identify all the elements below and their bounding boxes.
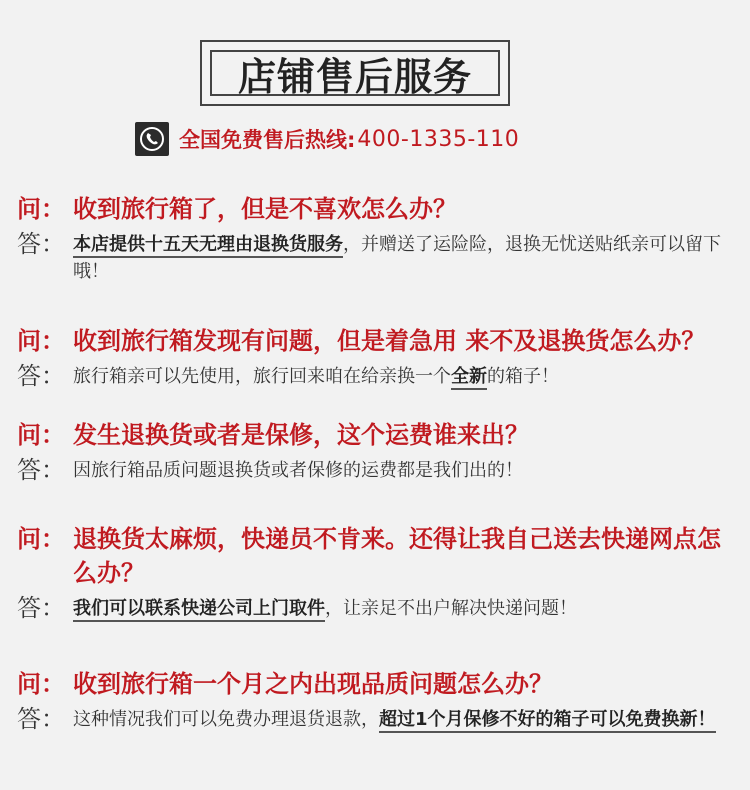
answer-tag: 答： xyxy=(17,230,65,258)
answer-text: 因旅行箱品质问题退换货或者保修的运费都是我们出的！ xyxy=(73,460,523,481)
answer-text xyxy=(73,703,716,733)
answer-pre: 旅行箱亲可以先使用，旅行回来咱在给亲换一个 xyxy=(73,366,451,387)
question-text: 发生退换货或者是保修，这个运费谁来出？ xyxy=(73,421,529,449)
answer-rest: ，让亲足不出户解决快递问题！ xyxy=(325,598,577,619)
answer-tag: 答： xyxy=(17,594,65,622)
answer-highlight: 超过1个月保修不好的箱子可以免费换新！ xyxy=(379,709,716,733)
hotline-label: 全国免费售后热线: xyxy=(179,128,356,152)
question-text: 收到旅行箱发现有问题，但是着急用 来不及退换货怎么办？ xyxy=(73,327,706,355)
answer-highlight: 我们可以联系快递公司上门取件 xyxy=(73,598,325,622)
faq-item xyxy=(17,522,735,624)
answer-rest: ，并赠送了运险险，退换无忧送贴纸亲可以留下哦！ xyxy=(73,234,721,282)
question-text: 退换货太麻烦，快递员不肯来。还得让我自己送去快递网点怎么办？ xyxy=(73,525,721,587)
question-tag: 问： xyxy=(17,670,65,698)
answer-post: 的箱子！ xyxy=(487,366,559,387)
answer-tag: 答： xyxy=(17,362,65,390)
hotline-number: 400-1335-110 xyxy=(357,126,520,152)
faq-item xyxy=(17,192,735,285)
answer-highlight: 全新 xyxy=(451,366,487,390)
question-tag: 问： xyxy=(17,195,65,223)
hotline-bar xyxy=(135,122,519,156)
title-frame xyxy=(200,40,510,106)
faq-item xyxy=(17,667,735,735)
answer-highlight: 本店提供十五天无理由退换货服务 xyxy=(73,234,343,258)
question-text: 收到旅行箱了，但是不喜欢怎么办？ xyxy=(73,195,457,223)
page-title: 店铺售后服务 xyxy=(210,50,500,96)
answer-text xyxy=(73,360,559,390)
question-tag: 问： xyxy=(17,327,65,355)
answer-tag: 答： xyxy=(17,705,65,733)
phone-icon xyxy=(135,122,169,156)
faq-item xyxy=(17,324,735,392)
question-text: 收到旅行箱一个月之内出现品质问题怎么办？ xyxy=(73,670,553,698)
question-tag: 问： xyxy=(17,421,65,449)
answer-text xyxy=(73,228,735,285)
answer-text xyxy=(73,592,577,622)
faq-item xyxy=(17,418,735,486)
answer-pre: 这种情况我们可以免费办理退货退款， xyxy=(73,709,379,730)
answer-tag: 答： xyxy=(17,456,65,484)
question-tag: 问： xyxy=(17,525,65,553)
